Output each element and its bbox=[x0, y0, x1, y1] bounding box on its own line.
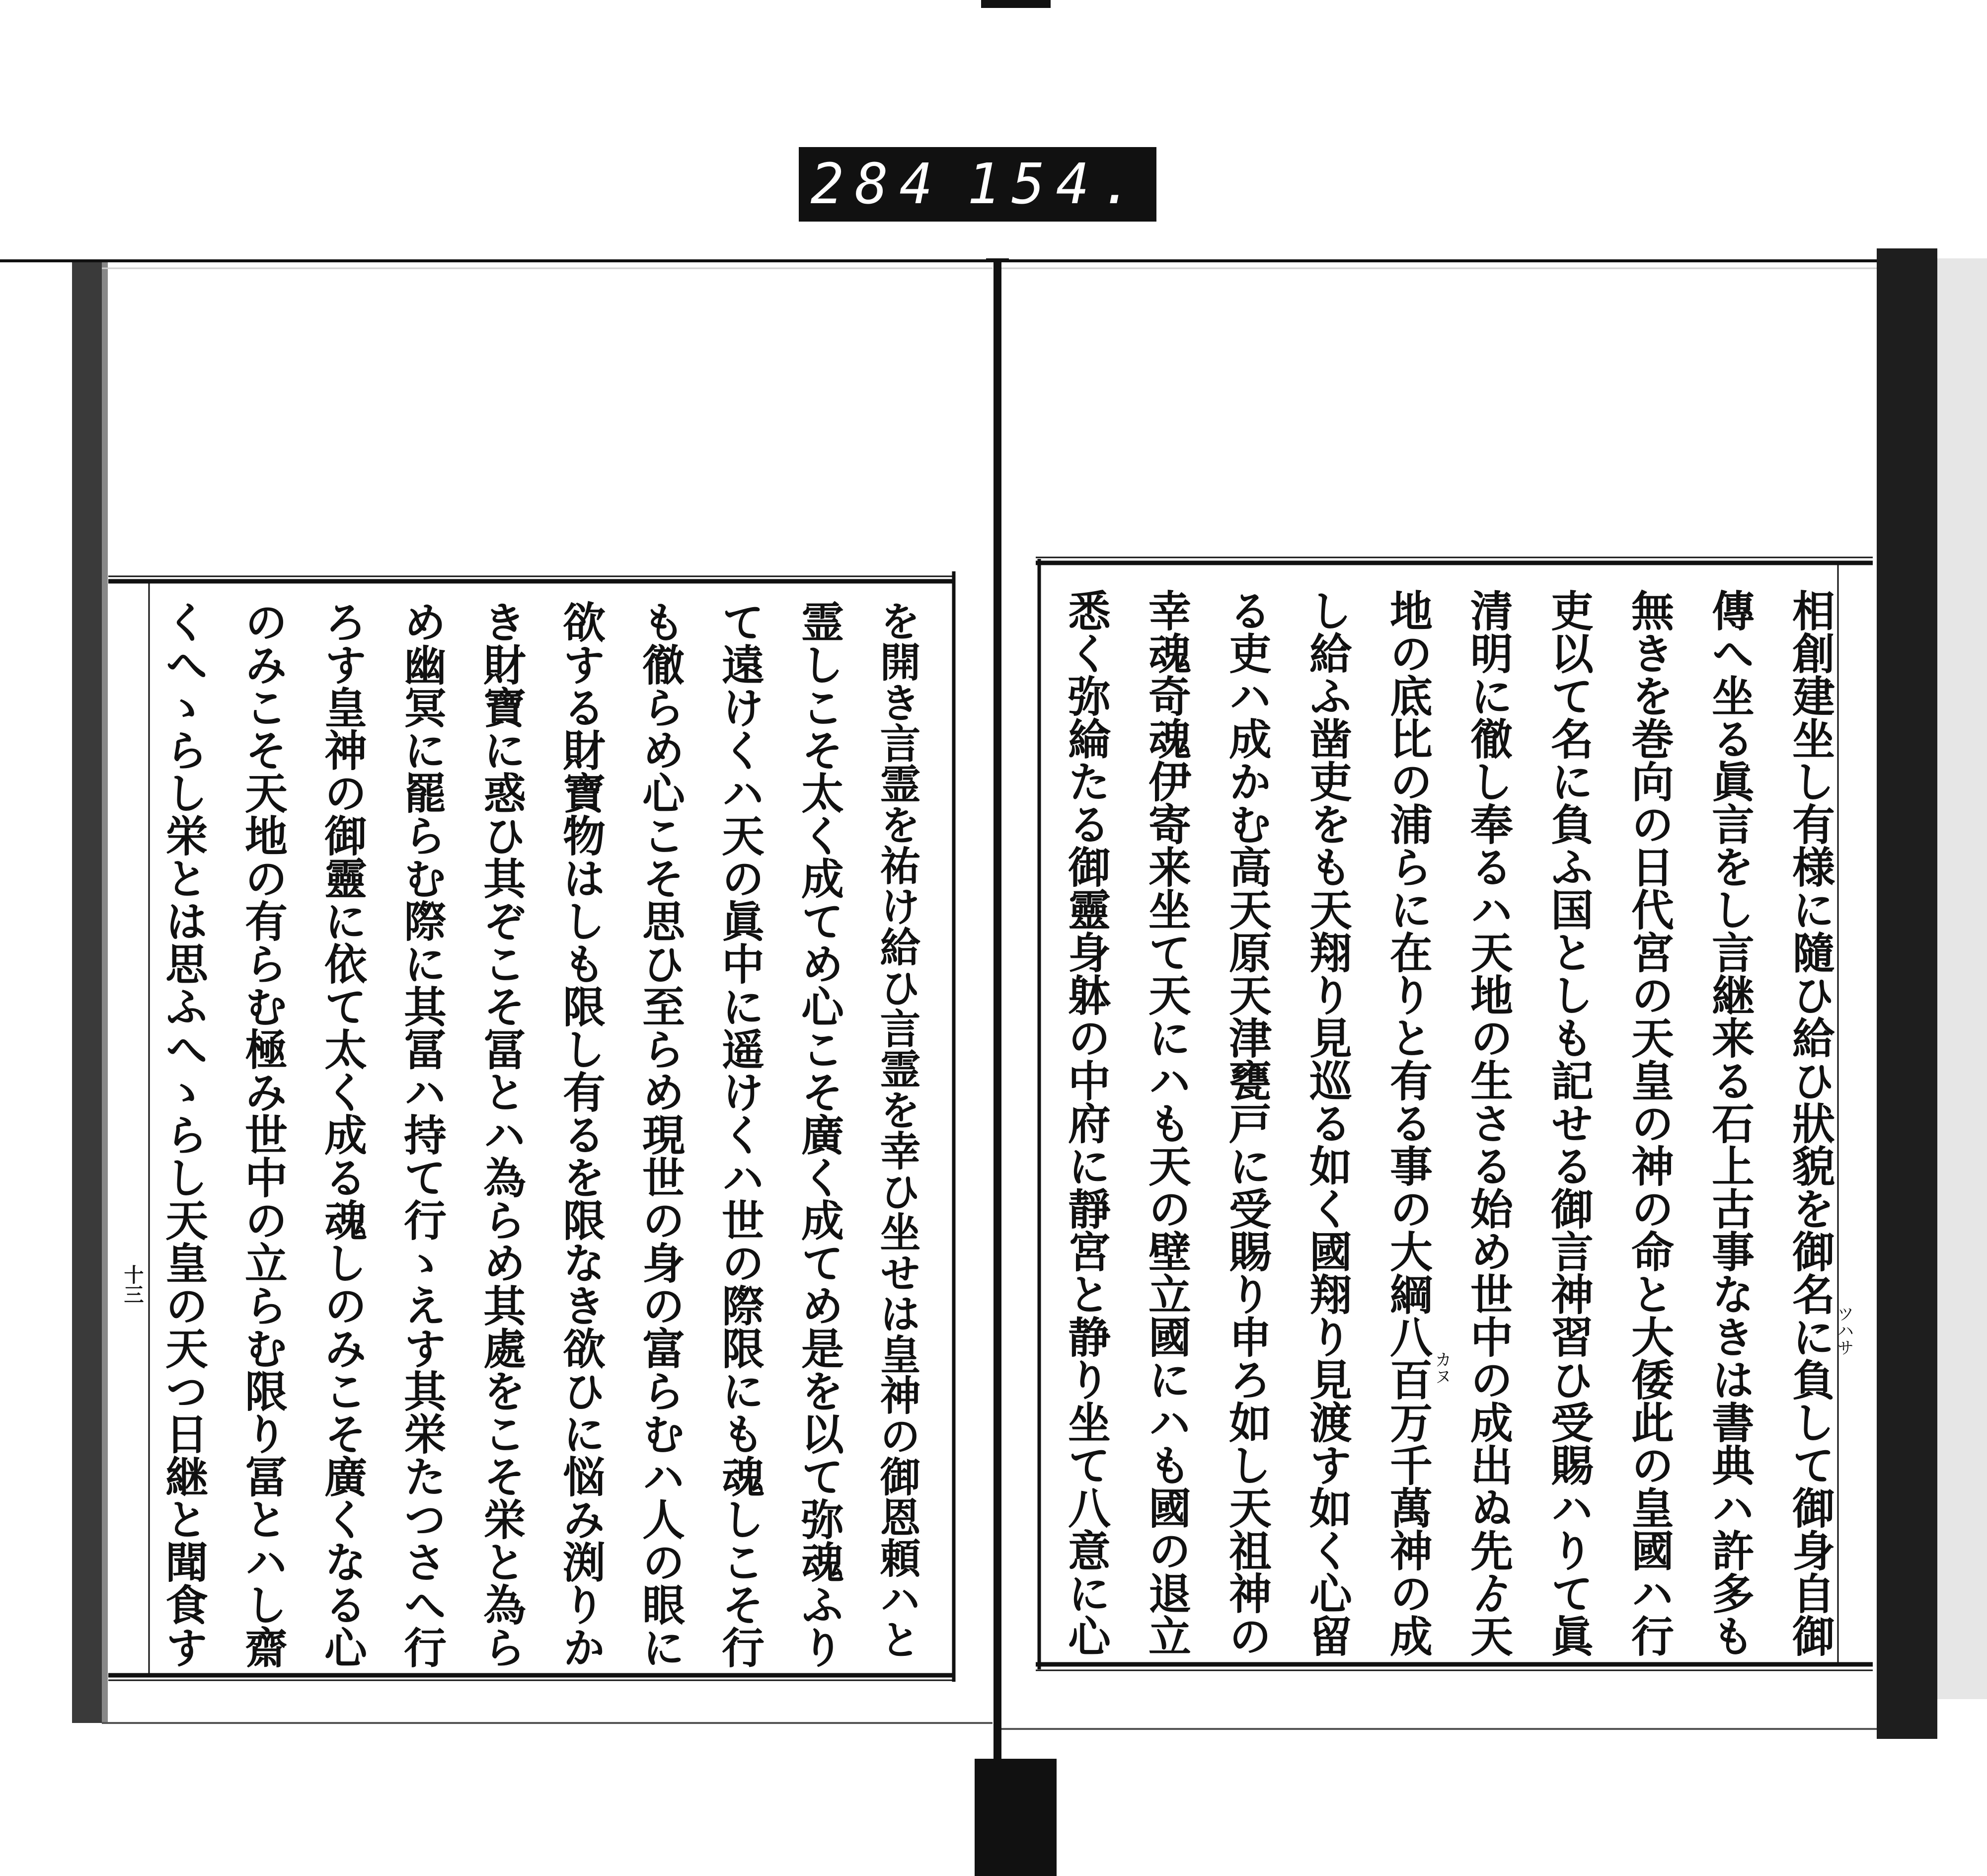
gutter-stub bbox=[986, 258, 1009, 262]
right-page-column-5: 清明に徹し奉るハ天地の生さる始め世中の成出ぬ先ゟ天 bbox=[1463, 589, 1513, 1657]
left-page-column-1: を開き言霊を祐け給ひ言霊を幸ひ坐せは皇神の御恩頼ハと bbox=[873, 600, 921, 1659]
bottom-gutter-mark bbox=[975, 1759, 1057, 1876]
right-page-column-9: 幸魂奇魂伊寄来坐て天にハも天の壁立國にハも國の退立 bbox=[1141, 589, 1191, 1657]
right-page-column-8: る吏ハ成かむ高天原天津甕戸に受賜り申ろ如し天祖神の bbox=[1222, 589, 1272, 1657]
right-page-edge-fade bbox=[1937, 258, 1987, 1699]
catalog-number-left: 284 bbox=[810, 152, 944, 217]
left-page-edge bbox=[72, 262, 102, 1723]
ruby-annotation-1: ツハサ bbox=[1834, 1305, 1854, 1356]
catalog-number-right: 154. bbox=[967, 152, 1145, 217]
right-page-column-2: 傳へ坐る眞言をし言継来る石上古事なきは書典ハ許多も bbox=[1704, 589, 1755, 1657]
left-page-edge-inner bbox=[102, 262, 108, 1723]
gutter-line bbox=[994, 258, 1001, 1764]
left-page-column-6: き財寶に惑ひ其ぞこそ冨とハ為らめ其處をこそ栄と為ら bbox=[476, 600, 526, 1668]
left-page-column-7: め幽冥に罷らむ際に其冨ハ持て行ゝえす其栄たつさへ行 bbox=[396, 600, 447, 1668]
catalog-label-text bbox=[799, 147, 1156, 222]
left-page-column-10: くへゝらし栄とは思ふへゝらし天皇の天つ日継と聞食す bbox=[158, 600, 208, 1668]
left-page-column-3: て遠けくハ天の眞中に遥けくハ世の際限にも魂しこそ行 bbox=[714, 600, 764, 1668]
left-page-column-9: のみこそ天地の有らむ極み世中の立らむ限り冨とハし齋 bbox=[237, 600, 288, 1668]
right-page-edge bbox=[1877, 248, 1937, 1739]
left-page-column-5: 欲する財寶物はしも限し有るを限なき欲ひに悩み渕りか bbox=[555, 600, 606, 1668]
left-page-column-2: 霊しこそ太く成てめ心こそ廣く成てめ是を以て弥魂ふり bbox=[794, 600, 844, 1668]
right-page-column-10: 悉く弥綸たる御靈身躰の中府に靜宮と静り坐て八意に心 bbox=[1061, 589, 1111, 1657]
left-page-column-8: ろす皇神の御靈に依て太く成る魂しのみこそ廣くなる心 bbox=[317, 600, 367, 1668]
right-page-column-6: 地の底比の浦らに在りと有る事の大綱八百万千萬神の成 bbox=[1382, 589, 1433, 1657]
right-page-column-7: し給ふ凿吏をも天翔り見巡る如く國翔り見渡す如く心留 bbox=[1302, 589, 1352, 1657]
ruby-annotation-2: カヌ bbox=[1432, 1351, 1452, 1385]
page-folio: 十三 bbox=[121, 1264, 144, 1304]
right-page-column-1: 相創建坐し有様に隨ひ給ひ狀貌を御名に負して御身自御 bbox=[1785, 589, 1835, 1657]
right-page-column-4: 吏以て名に負ふ国としも記せる御言神習ひ受賜ハりて眞 bbox=[1543, 589, 1594, 1657]
top-gutter-mark bbox=[981, 0, 1051, 8]
right-page-column-3: 無きを巻向の日代宮の天皇の神の命と大倭此の皇國ハ行 bbox=[1624, 589, 1674, 1657]
left-page-column-4: も徹らめ心こそ思ひ至らめ現世の身の富らむハ人の眼に bbox=[635, 600, 685, 1668]
